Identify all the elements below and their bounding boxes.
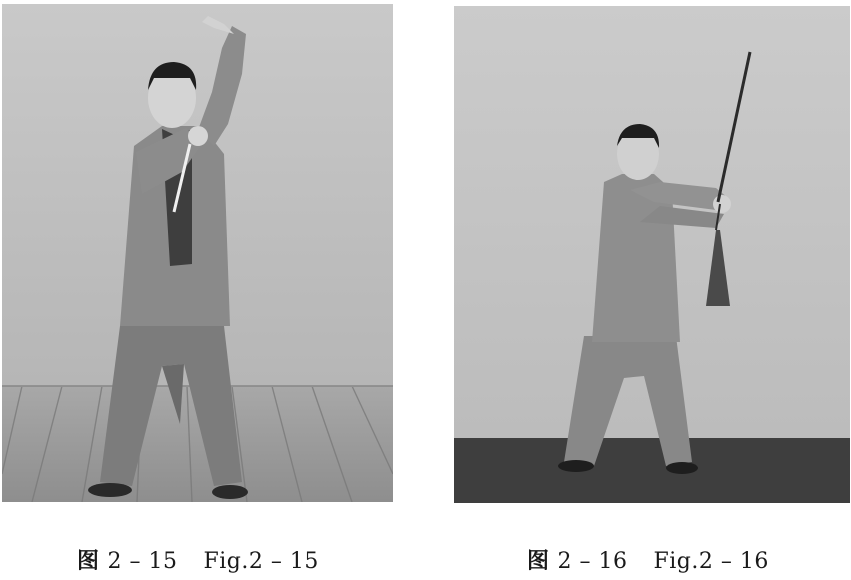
figure-photo-2-16 bbox=[454, 6, 850, 503]
figure-photo-2-15 bbox=[2, 4, 393, 502]
caption-cn-prefix: 图 bbox=[77, 549, 100, 574]
figure-caption-2-16 bbox=[527, 544, 769, 575]
caption-cn-number: 2 – 16 bbox=[557, 549, 628, 574]
caption-en: Fig.2 – 15 bbox=[203, 549, 319, 574]
figure-caption-2-15 bbox=[77, 544, 319, 575]
caption-cn-prefix: 图 bbox=[527, 549, 550, 574]
caption-en: Fig.2 – 16 bbox=[653, 549, 769, 574]
caption-cn-number: 2 – 15 bbox=[107, 549, 178, 574]
tai-chi-photo-left bbox=[2, 4, 393, 502]
tai-chi-photo-right bbox=[454, 6, 850, 503]
